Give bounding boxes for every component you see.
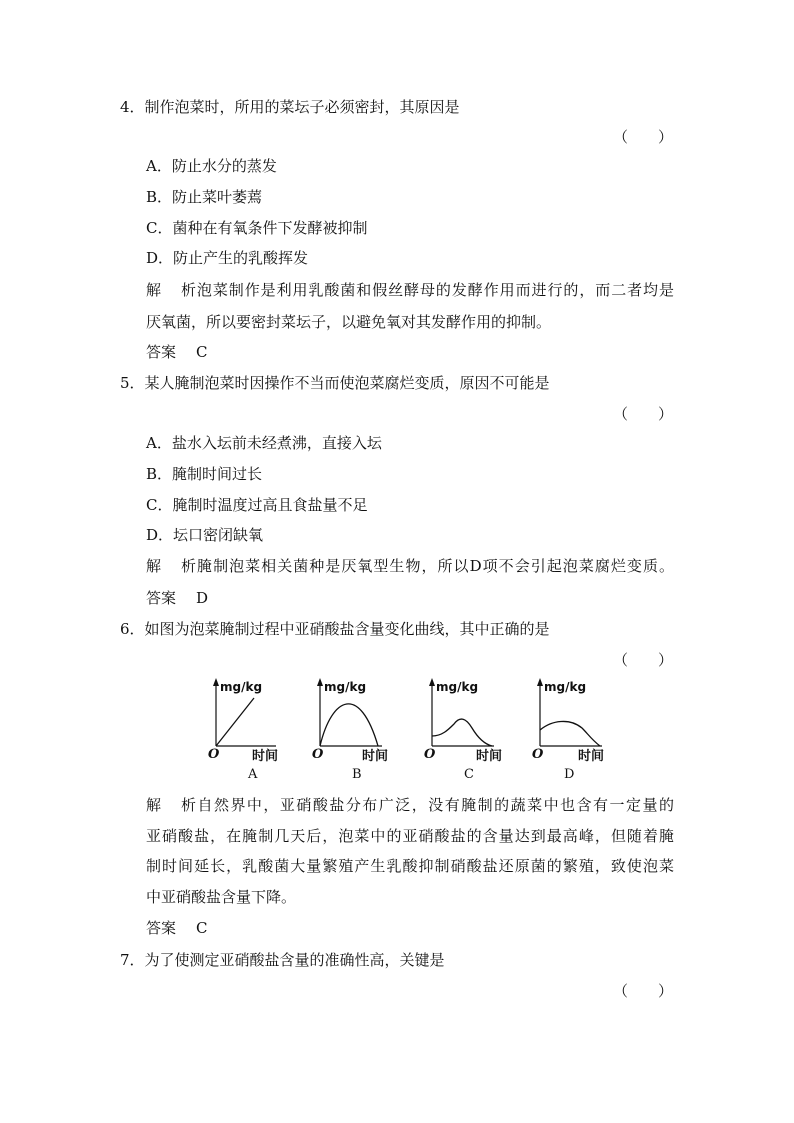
y-axis-arrow [317, 678, 323, 686]
y-axis-arrow [213, 678, 219, 686]
curve-b [320, 704, 378, 746]
question-6-analysis-line-1 [146, 795, 674, 815]
answer-value: C [196, 343, 208, 361]
analysis-label: 解析 [146, 796, 196, 814]
question-5-answer [146, 588, 208, 608]
question-4-analysis-line-2: 厌氧菌，所以要密封菜坛子，以避免氧对其发酵作用的抑制。 [146, 313, 552, 331]
question-6-analysis-line-3: 制时间延长，乳酸菌大量繁殖产生乳酸抑制硝酸盐还原菌的繁殖，致使泡菜 [146, 857, 674, 875]
answer-value: D [196, 589, 209, 607]
origin-label: O [424, 747, 436, 762]
answer-value: C [196, 919, 208, 937]
question-5-analysis-line-1 [146, 556, 674, 576]
analysis-text: 泡菜制作是利用乳酸菌和假丝酵母的发酵作用而进行的，而二者均是 [196, 281, 674, 299]
answer-label: 答案 [146, 919, 177, 937]
origin-label: O [312, 747, 324, 762]
origin-label: O [208, 747, 220, 762]
curve-d [540, 721, 600, 746]
graph-letter: B [352, 767, 362, 782]
question-6-answer [146, 918, 207, 938]
y-axis-label: mg/kg [324, 680, 367, 694]
graph-b [310, 674, 406, 784]
graph-letter: C [464, 767, 474, 782]
analysis-text: 腌制泡菜相关菌种是厌氧型生物，所以D项不会引起泡菜腐烂变质。 [196, 557, 674, 575]
question-5-option-b: B．腌制时间过长 [146, 465, 263, 483]
question-4-answer [146, 342, 207, 362]
question-4-option-a: A．防止水分的蒸发 [146, 157, 277, 175]
y-axis-label: mg/kg [436, 680, 479, 694]
y-axis-arrow [429, 678, 435, 686]
question-5-option-d: D．坛口密闭缺氧 [146, 526, 264, 544]
question-6-answer-blank: （ ） [612, 651, 673, 669]
question-4-option-d: D．防止产生的乳酸挥发 [146, 249, 309, 267]
x-axis-label: 时间 [362, 749, 389, 764]
x-axis-label: 时间 [252, 749, 279, 764]
question-5-option-a: A．盐水入坛前未经煮沸，直接入坛 [146, 434, 382, 452]
analysis-label: 解析 [146, 281, 196, 299]
x-axis-label: 时间 [578, 749, 605, 764]
curve-a [216, 698, 254, 746]
question-4-option-c: C．菌种在有氧条件下发酵被抑制 [146, 219, 368, 237]
question-4-option-b: B．防止菜叶萎蔫 [146, 188, 263, 206]
question-6-analysis-line-2: 亚硝酸盐，在腌制几天后，泡菜中的亚硝酸盐的含量达到最高峰，但随着腌 [146, 827, 674, 845]
answer-label: 答案 [146, 343, 177, 361]
answer-label: 答案 [146, 589, 177, 607]
graph-letter: A [248, 767, 258, 782]
analysis-label: 解析 [146, 557, 196, 575]
question-7-answer-blank: （ ） [612, 982, 673, 1000]
question-5-stem: 5．某人腌制泡菜时因操作不当而使泡菜腐烂变质，原因不可能是 [120, 374, 550, 392]
x-axis-label: 时间 [476, 749, 503, 764]
question-6-analysis-line-4: 中亚硝酸盐含量下降。 [146, 888, 297, 906]
curve-c [432, 719, 492, 746]
question-4-answer-blank: （ ） [612, 128, 673, 146]
question-4-stem: 4．制作泡菜时，所用的菜坛子必须密封，其原因是 [120, 98, 460, 116]
analysis-text: 自然界中，亚硝酸盐分布广泛，没有腌制的蔬菜中也含有一定量的 [196, 796, 674, 814]
origin-label: O [532, 747, 544, 762]
y-axis-label: mg/kg [544, 680, 587, 694]
graph-letter: D [564, 767, 575, 782]
question-7-stem: 7．为了使测定亚硝酸盐含量的准确性高，关键是 [120, 951, 445, 969]
question-4-analysis-line-1 [146, 280, 674, 300]
graph-a [206, 674, 302, 784]
question-5-answer-blank: （ ） [612, 405, 673, 423]
y-axis-arrow [537, 678, 543, 686]
y-axis-label: mg/kg [220, 680, 263, 694]
graph-c [422, 674, 518, 784]
question-6-stem: 6．如图为泡菜腌制过程中亚硝酸盐含量变化曲线，其中正确的是 [120, 620, 550, 638]
graph-d [530, 674, 626, 784]
question-5-option-c: C．腌制时温度过高且食盐量不足 [146, 496, 368, 514]
